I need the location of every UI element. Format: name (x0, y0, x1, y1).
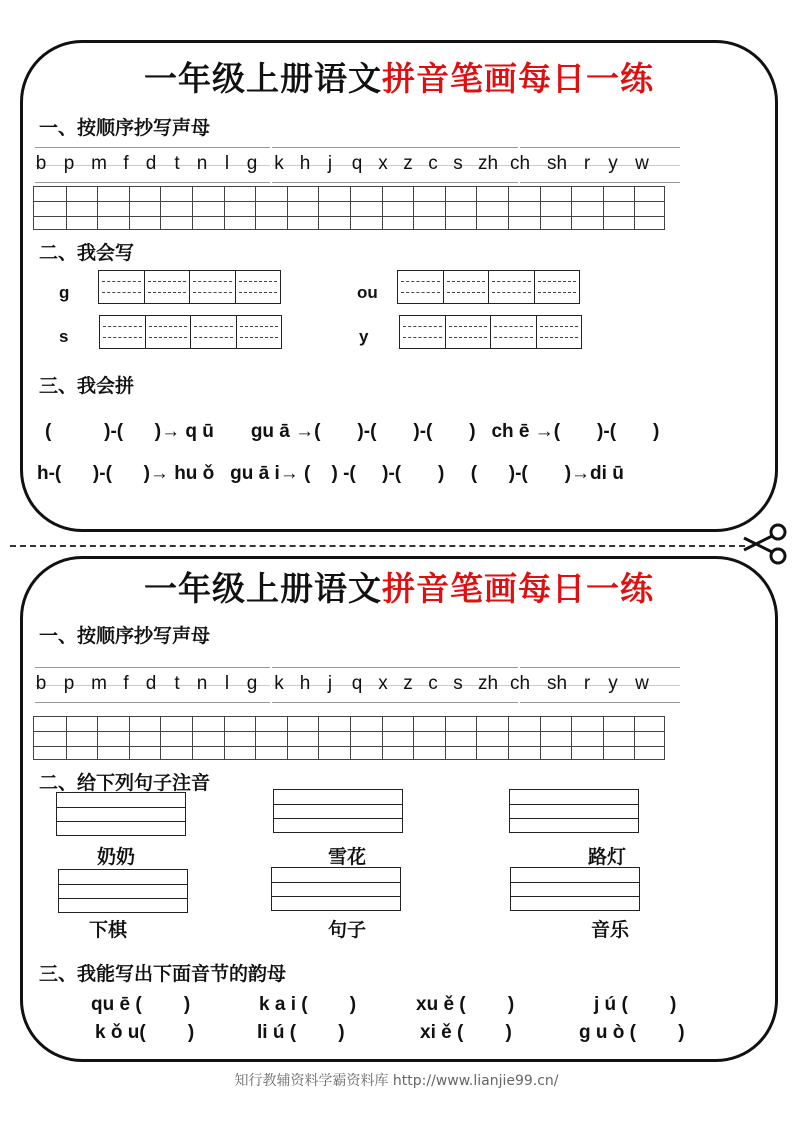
writing-box[interactable] (399, 315, 582, 349)
final-question: k ǒ u( ) (95, 1022, 195, 1043)
write-label: g (59, 283, 70, 302)
initial-letter: h (299, 153, 311, 174)
writing-box[interactable] (98, 270, 281, 304)
pinyin-box[interactable] (58, 869, 188, 913)
copy-grid (33, 186, 665, 230)
initial-letter: ch (509, 673, 531, 694)
pinyin-box[interactable] (273, 789, 403, 833)
final-question: j ú ( ) (594, 994, 677, 1015)
initial-letter: y (608, 673, 618, 694)
initial-letter: t (174, 153, 180, 174)
initial-letter: c (428, 153, 438, 174)
write-label: s (59, 327, 69, 346)
initial-letter: n (196, 153, 208, 174)
cut-line (10, 545, 745, 547)
initials-track (35, 667, 680, 705)
worksheet-card-1 (20, 40, 778, 532)
initial-letter: z (403, 153, 413, 174)
writing-band (520, 667, 680, 703)
initial-letter: z (403, 673, 413, 694)
initial-letter: b (35, 673, 47, 694)
initial-letter: d (145, 673, 157, 694)
initial-letter: g (246, 673, 258, 694)
initial-letter: sh (546, 153, 568, 174)
spelling-row-1: ( )-( )→ q ū gu ā →( )-( )-( ) ch ē →( )-( ) (45, 421, 660, 442)
word-label: 奶奶 (97, 846, 136, 868)
initial-letter: zh (477, 153, 499, 174)
copy-grid (33, 716, 665, 760)
section-heading: 三、我会拼 (39, 375, 135, 397)
initial-letter: zh (477, 673, 499, 694)
initial-letter: l (224, 673, 230, 694)
scissors-icon (740, 522, 790, 566)
initial-letter: w (635, 153, 649, 174)
initial-letter: n (196, 673, 208, 694)
final-question: g u ò ( ) (579, 1022, 685, 1043)
initial-letter: s (453, 153, 463, 174)
initial-letter: t (174, 673, 180, 694)
section-heading: 三、我能写出下面音节的韵母 (39, 963, 287, 985)
pinyin-box[interactable] (510, 867, 640, 911)
initial-letter: sh (546, 673, 568, 694)
spelling-row-2: h-( )-( )→ hu ǒ gu ā i→ ( ) -( )-( ) ( )-( )→di ū (37, 463, 624, 484)
worksheet-card-2 (20, 556, 778, 1062)
section-heading: 二、给下列句子注音 (39, 772, 211, 794)
word-label: 音乐 (591, 919, 630, 941)
final-question: k a i ( ) (259, 994, 357, 1015)
initial-letter: b (35, 153, 47, 174)
footer-text: 知行教辅资料学霸资料库 http://www.lianjie99.cn/ (234, 1073, 559, 1089)
initial-letter: p (63, 153, 75, 174)
initial-letter: d (145, 153, 157, 174)
initials-track (35, 147, 680, 185)
initial-letter: p (63, 673, 75, 694)
initial-letter: c (428, 673, 438, 694)
initial-letter: x (378, 153, 388, 174)
pinyin-box[interactable] (271, 867, 401, 911)
initial-letter: f (123, 673, 129, 694)
pinyin-box[interactable] (56, 792, 186, 836)
write-label: y (359, 327, 369, 346)
initial-letter: r (583, 153, 591, 174)
final-question: xi ě ( ) (420, 1022, 512, 1043)
section-heading: 一、按顺序抄写声母 (39, 625, 211, 647)
final-question: qu ē ( ) (91, 994, 191, 1015)
write-label: ou (357, 283, 378, 302)
initial-letter: s (453, 673, 463, 694)
initial-letter: g (246, 153, 258, 174)
word-label: 句子 (328, 919, 367, 941)
final-question: xu ě ( ) (416, 994, 515, 1015)
writing-band (520, 147, 680, 183)
initial-letter: q (351, 673, 363, 694)
initial-letter: h (299, 673, 311, 694)
initial-letter: w (635, 673, 649, 694)
initial-letter: j (327, 153, 333, 174)
initial-letter: ch (509, 153, 531, 174)
word-label: 路灯 (588, 846, 627, 868)
initial-letter: l (224, 153, 230, 174)
final-question: li ú ( ) (257, 1022, 345, 1043)
section-heading: 二、我会写 (39, 242, 135, 264)
writing-box[interactable] (99, 315, 282, 349)
initial-letter: k (274, 673, 284, 694)
initial-letter: k (274, 153, 284, 174)
word-label: 雪花 (328, 846, 367, 868)
initial-letter: q (351, 153, 363, 174)
worksheet-title: 一年级上册语文拼音笔画每日一练 (144, 569, 654, 608)
initial-letter: m (91, 153, 107, 174)
word-label: 下棋 (89, 919, 128, 941)
worksheet-title: 一年级上册语文拼音笔画每日一练 (144, 59, 654, 98)
writing-box[interactable] (397, 270, 580, 304)
section-heading: 一、按顺序抄写声母 (39, 117, 211, 139)
initial-letter: y (608, 153, 618, 174)
initial-letter: m (91, 673, 107, 694)
initial-letter: f (123, 153, 129, 174)
initial-letter: r (583, 673, 591, 694)
initial-letter: x (378, 673, 388, 694)
pinyin-box[interactable] (509, 789, 639, 833)
initial-letter: j (327, 673, 333, 694)
